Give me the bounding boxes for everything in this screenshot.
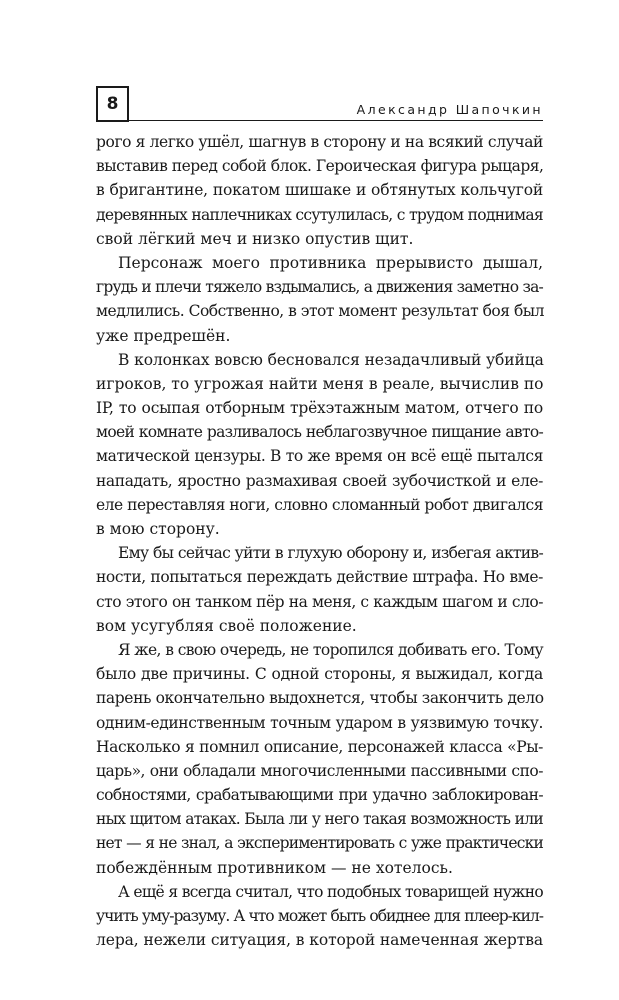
text-line: медлились. Собственно, в этот момент результат боя был [96, 302, 544, 321]
text-line: учить уму-разуму. А что может быть обиднее для плеер-кил- [96, 907, 543, 925]
text-line: лера, нежели ситуация, в которой намеченная жертва [96, 931, 543, 950]
running-header [96, 86, 543, 126]
text-line: В колонках вовсю бесновался незадачливый убийца [118, 350, 544, 369]
text-line: было две причины. С одной стороны, я выжидал, когда [96, 665, 543, 684]
text-line: уже предрешён. [96, 326, 231, 345]
page-number: 8 [96, 86, 129, 122]
text-line: рого я легко ушёл, шагнув в сторону и на всякий случай [96, 133, 543, 151]
text-line: побеждённым противником — не хотелось. [96, 858, 453, 877]
text-line: нет — я не знал, а экспериментировать с уже практически [96, 834, 543, 853]
text-line: в бригантине, покатом шишаке и обтянутых кольчугой [96, 181, 543, 200]
text-line: игроков, то угрожая найти меня в реале, вычислив по [96, 374, 544, 393]
text-line: ности, попытаться переждать действие штрафа. Но вме- [96, 568, 543, 587]
text-line: матической цензуры. В то же время он всё ещё пытался [96, 447, 543, 466]
text-line: Насколько я помнил описание, персонажей класса «Ры- [96, 737, 543, 756]
text-line: грудь и плечи тяжело вздымались, а движения заметно за- [96, 278, 543, 297]
text-line: нападать, яростно размахивая своей зубочисткой и еле- [96, 471, 543, 490]
text-line: деревянных наплечниках ссутулилась, с трудом поднимая [96, 205, 543, 224]
text-line: IP, то осыпая отборным трёхэтажным матом, отчего по [96, 399, 543, 418]
text-line: собностями, срабатывающими при удачно заблокирован- [96, 786, 543, 805]
text-line: А ещё я всегда считал, что подобных товарищей нужно [118, 882, 543, 901]
body-text [96, 130, 543, 952]
text-line: моей комнате разливалось неблагозвучное пищание авто- [96, 423, 543, 442]
text-line: еле переставляя ноги, словно сломанный робот двигался [96, 495, 544, 514]
text-line: Персонаж моего противника прерывисто дышал, [118, 253, 543, 272]
text-line: свой лёгкий меч и низко опустив щит. [96, 229, 414, 248]
text-line: царь», они обладали многочисленными пассивными спо- [96, 761, 543, 780]
text-line: сто этого он танком пёр на меня, с каждым шагом и сло- [96, 592, 543, 611]
text-line: парень окончательно выдохнется, чтобы закончить дело [96, 689, 544, 708]
text-line: выставив перед собой блок. Героическая фигура рыцаря, [96, 157, 544, 176]
text-line: вом усугубляя своё положение. [96, 616, 357, 635]
running-head-author: Александр Шапочкин [356, 102, 543, 117]
header-rule [129, 120, 543, 121]
text-line: в мою сторону. [96, 520, 220, 538]
text-line: одним-единственным точным ударом в уязвимую точку. [96, 713, 543, 732]
text-line: Ему бы сейчас уйти в глухую оборону и, избегая актив- [118, 544, 543, 563]
text-line: ных щитом атаках. Была ли у него такая возможность или [96, 810, 543, 829]
text-line: Я же, в свою очередь, не торопился добивать его. Тому [118, 640, 543, 659]
